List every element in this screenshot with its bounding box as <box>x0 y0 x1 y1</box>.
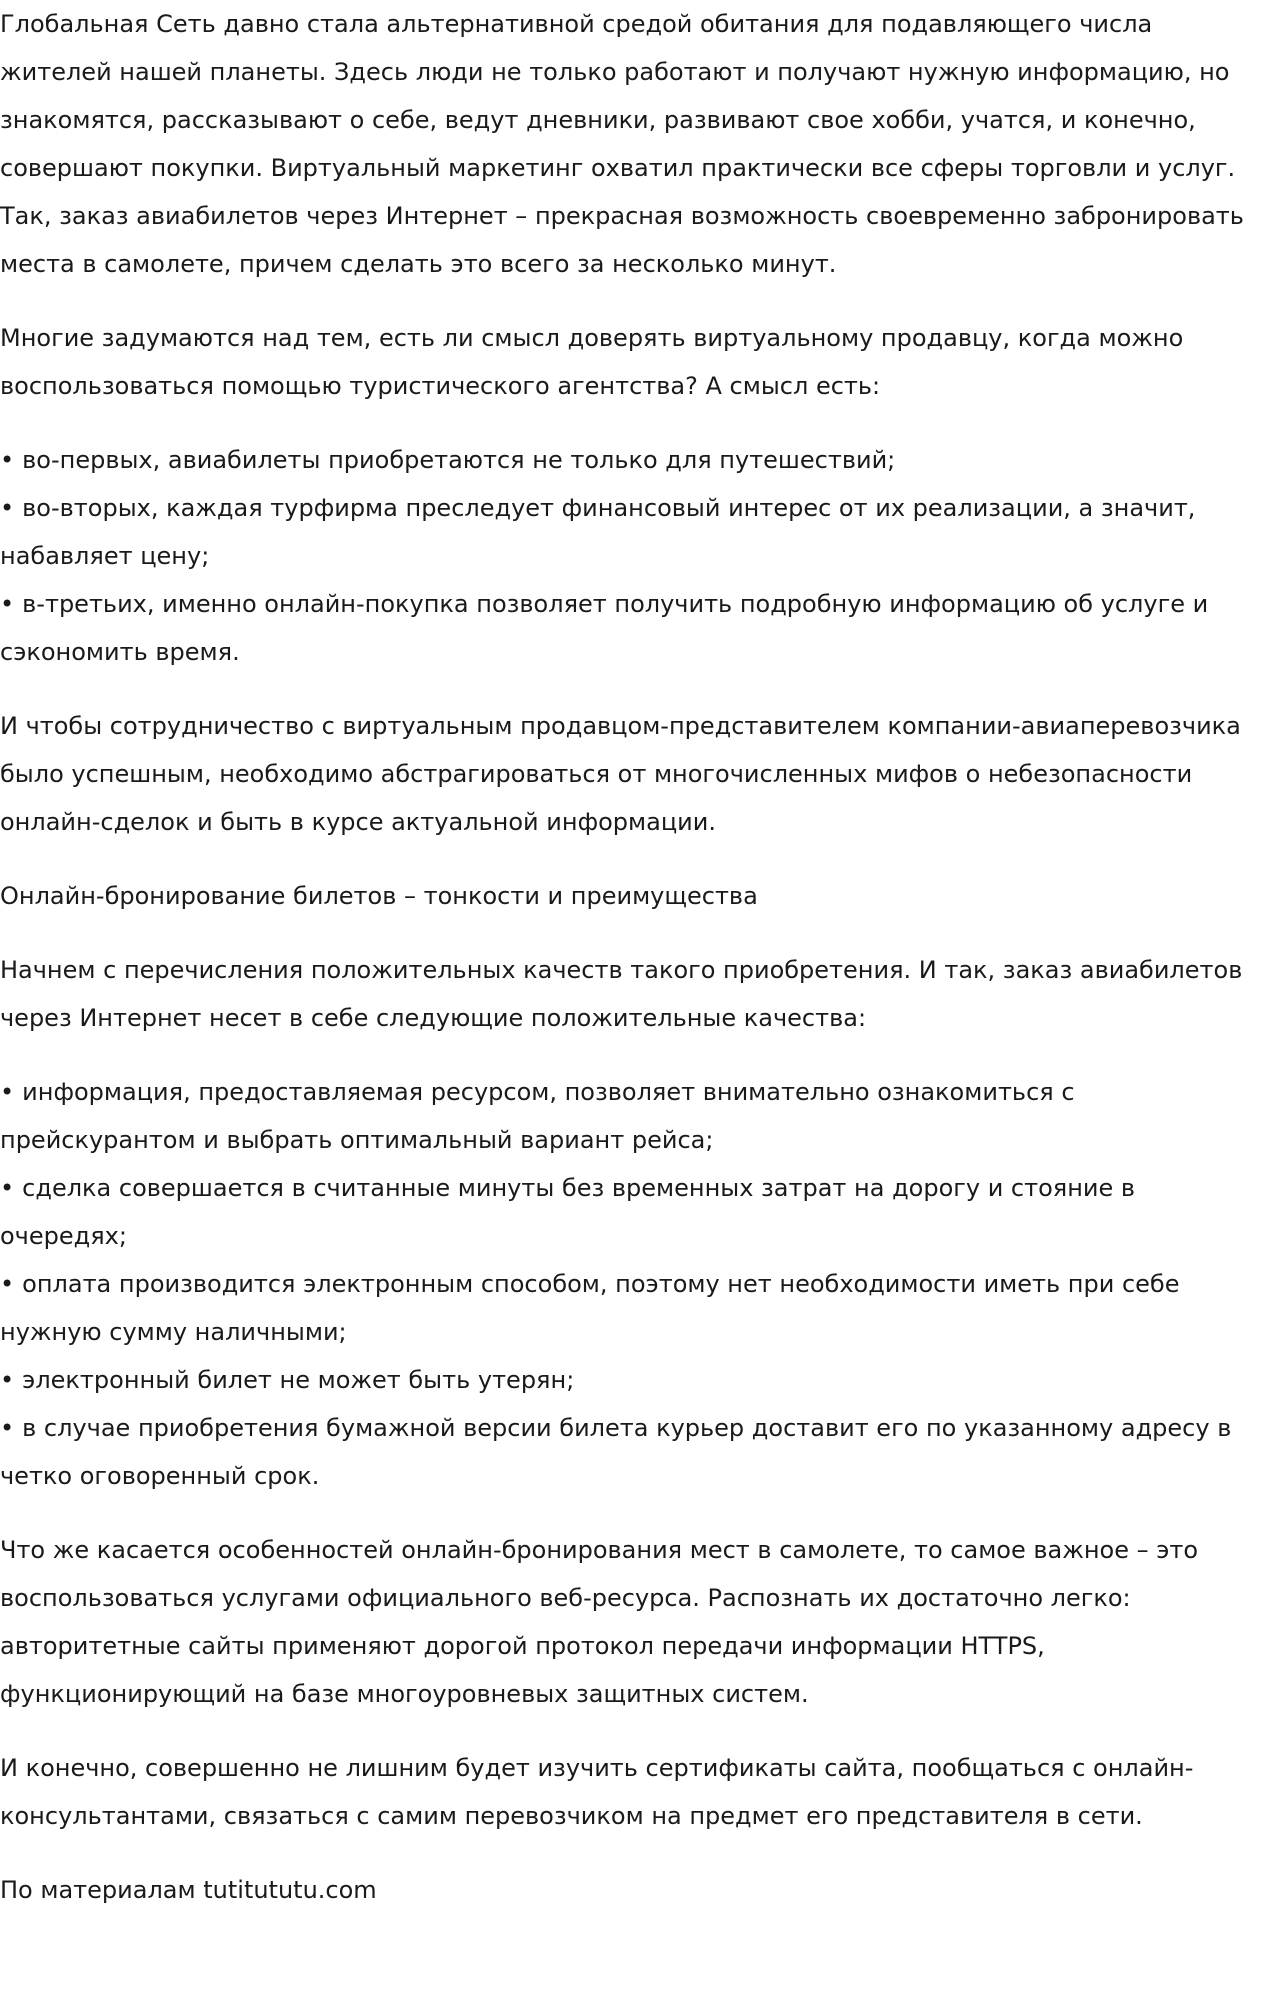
list-item-text: в случае приобретения бумажной версии билета курьер доставит его по указанному адресу в четко оговоренный срок. <box>0 1414 1232 1490</box>
list-item-text: информация, предоставляемая ресурсом, позволяет внимательно ознакомиться с прейскурантом и выбрать оптимальный вариант рейса; <box>0 1078 1075 1154</box>
list-item <box>0 436 1262 484</box>
bullet-icon: • <box>0 1174 15 1202</box>
bullet-icon: • <box>0 494 15 522</box>
paragraph-cooperation: И чтобы сотрудничество с виртуальным продавцом-представителем компании-авиаперевозчика было успешным, необходимо абстрагироваться от многочисленных мифов о небезопасности онлайн-сделок и быть в курсе актуальной информации. <box>0 712 1241 836</box>
bullet-icon: • <box>0 1414 15 1442</box>
list-item <box>0 1260 1262 1356</box>
bullet-icon: • <box>0 1270 15 1298</box>
list-item <box>0 580 1262 676</box>
list-item <box>0 1356 1262 1404</box>
bullet-icon: • <box>0 446 15 474</box>
paragraph-intro: Глобальная Сеть давно стала альтернативной средой обитания для подавляющего числа жителей нашей планеты. Здесь люди не только работают и получают нужную информацию, но знакомятся, рассказывают о себе, ведут дневники, развивают свое хобби, учатся, и конечно, совершают покупки. Виртуальный маркетинг охватил практически все сферы торговли и услуг. Так, заказ авиабилетов через Интернет – прекрасная возможность своевременно забронировать места в самолете, причем сделать это всего за несколько минут. <box>0 10 1244 278</box>
list-item-text: в-третьих, именно онлайн-покупка позволяет получить подробную информацию об услуге и сэкономить время. <box>0 590 1209 666</box>
list-item <box>0 484 1262 580</box>
list-item-text: во-вторых, каждая турфирма преследует финансовый интерес от их реализации, а значит, набавляет цену; <box>0 494 1196 570</box>
advantages-list <box>0 1068 1262 1500</box>
bullet-icon: • <box>0 1078 15 1106</box>
paragraph-booking-features: Что же касается особенностей онлайн-бронирования мест в самолете, то самое важное – это воспользоваться услугами официального веб-ресурса. Распознать их достаточно легко: авторитетные сайты применяют дорогой протокол передачи информации HTTPS, функционирующий на базе многоуровневых защитных систем. <box>0 1536 1199 1708</box>
list-item-text: во-первых, авиабилеты приобретаются не только для путешествий; <box>22 446 896 474</box>
section-subheading: Онлайн-бронирование билетов – тонкости и преимущества <box>0 882 758 910</box>
list-item <box>0 1404 1262 1500</box>
list-item-text: электронный билет не может быть утерян; <box>22 1366 575 1394</box>
source-credit: По материалам tutitututu.com <box>0 1876 377 1904</box>
list-item-text: оплата производится электронным способом, поэтому нет необходимости иметь при себе нужную сумму наличными; <box>0 1270 1180 1346</box>
list-item-text: сделка совершается в считанные минуты без временных затрат на дорогу и стояние в очередях; <box>0 1174 1136 1250</box>
paragraph-question: Многие задумаются над тем, есть ли смысл доверять виртуальному продавцу, когда можно воспользоваться помощью туристического агентства? А смысл есть: <box>0 324 1184 400</box>
reasons-list <box>0 436 1262 676</box>
paragraph-advantages-intro: Начнем с перечисления положительных качеств такого приобретения. И так, заказ авиабилетов через Интернет несет в себе следующие положительные качества: <box>0 956 1243 1032</box>
bullet-icon: • <box>0 590 15 618</box>
bullet-icon: • <box>0 1366 15 1394</box>
paragraph-certificates: И конечно, совершенно не лишним будет изучить сертификаты сайта, пообщаться с онлайн-консультантами, связаться с самим перевозчиком на предмет его представителя в сети. <box>0 1754 1194 1830</box>
list-item <box>0 1164 1262 1260</box>
list-item <box>0 1068 1262 1164</box>
